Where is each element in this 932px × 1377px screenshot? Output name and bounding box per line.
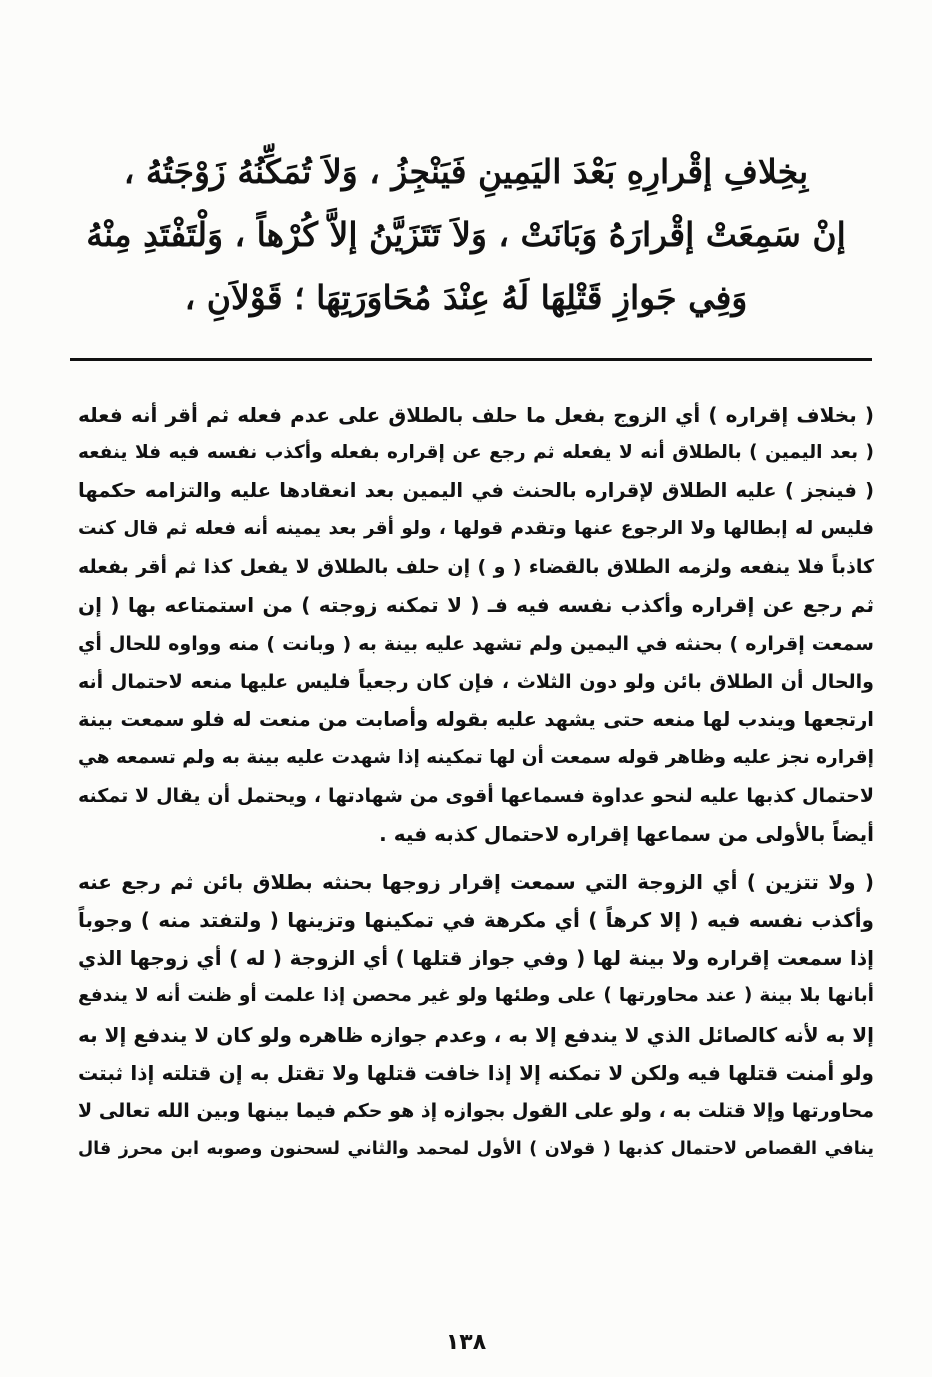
commentary-line: سمعت إقراره ) بحنثه في اليمين ولم تشهد عليه بينة به ( وبانت ) منه وواوه للحال أي: [78, 632, 874, 655]
commentary-text: [78, 396, 874, 1168]
commentary-line: محاورتها وإلا قتلت به ، ولو على القول بجوازه إذ هو حكم فيما بينها وبين الله تعالى لا: [78, 1099, 874, 1122]
commentary-line: أبانها بلا بينة ( عند محاورتها ) على وطئها ولو غير محصن إذا علمت أو ظنت أنه لا يندفع: [78, 985, 874, 1007]
commentary-line: ولو أمنت قتلها فيه ولكن لا تمكنه إلا إذا خافت قتلها ولا تقتل به إن قتلته إذا ثبتت: [78, 1060, 874, 1085]
commentary-line: ( بخلاف إقراره ) أي الزوج بفعل ما حلف بالطلاق على عدم فعله ثم أقر أنه فعله: [78, 403, 874, 427]
commentary-line: لاحتمال كذبها عليه لنحو عداوة فسماعها أقوى من شهادتها ، ويحتمل أن يقال لا تمكنه: [78, 784, 874, 807]
commentary-paragraph-1: [78, 396, 874, 853]
commentary-line: أيضاً بالأولى من سماعها إقراره لاحتمال كذبه فيه .: [379, 822, 874, 847]
commentary-line: ( ولا تتزين ) أي الزوجة التي سمعت إقرار زوجها بحنثه بطلاق بائن ثم رجع عنه: [78, 870, 874, 895]
commentary-line: ( فينجز ) عليه الطلاق لإقراره بالحنث في اليمين بعد انعقادها عليه والتزامه حكمها: [78, 479, 874, 503]
commentary-line: فليس له إبطالها ولا الرجوع عنها وتقدم قولها ، ولو أقر بعد يمينه أنه فعله ثم قال كنت: [78, 518, 874, 540]
matn-line: وَفِي جَوازِ قَتْلِهَا لَهُ عِنْدَ مُحَاوَرَتِهَا ؛ قَوْلاَنِ ،: [184, 278, 748, 317]
commentary-line: إلا به لأنه كالصائل الذي لا يندفع إلا به ، وعدم جوازه ظاهره ولو كان لا يندفع إلا به: [78, 1022, 874, 1047]
commentary-line: إقراره نجز عليه وظاهر قوله سمعت أن لها تمكينه إذا شهدت عليه بينة به ولم تسمعه هي: [78, 746, 874, 768]
commentary-line: والحال أن الطلاق بائن ولو دون الثلاث ، فإن كان رجعياً فليس عليها منعه لاحتمال أنه: [78, 670, 874, 693]
commentary-line: ارتجعها ويندب لها منعه حتى يشهد عليه بقوله وأصابت من منعت له فلو سمعت بينة: [78, 707, 874, 731]
commentary-line: كاذباً فلا ينفعه ولزمه الطلاق بالقضاء ( و ) إن حلف بالطلاق لا يفعل كذا ثم أقر بفعله: [78, 556, 874, 579]
commentary-line: إذا سمعت إقراره ولا بينة لها ( وفي جواز قتلها ) أي الزوجة ( له ) أي زوجها الذي: [78, 946, 874, 971]
commentary-line: ( بعد اليمين ) بالطلاق أنه لا يفعله ثم رجع عن إقراره بفعله وأكذب نفسه فيه فلا ينفعه: [78, 442, 874, 464]
commentary-line: وأكذب نفسه فيه ( إلا كرهاً ) أي مكرهة في تمكينها وتزينها ( ولتفتد منه ) وجوباً: [78, 908, 874, 933]
matn-line: بِخِلافِ إقْرارِهِ بَعْدَ اليَمِينِ فَيَنْجِزُ ، وَلاَ تُمَكِّنُهُ زَوْجَتُهُ ،: [123, 152, 809, 191]
commentary-line: ثم رجع عن إقراره وأكذب نفسه فيه فـ ( لا تمكنه زوجته ) من استمتاعه بها ( إن: [78, 593, 874, 618]
page-number: ١٣٨: [445, 1330, 487, 1355]
commentary-paragraph-2: [78, 863, 874, 1168]
matn-text: [0, 140, 932, 329]
matn-line: إنْ سَمِعَتْ إقْرارَهُ وَبَانَتْ ، وَلاَ تَتَزَيَّنُ إلاَّ كُرْهاً ، وَلْتَفْتَدِ مِنْهُ: [86, 215, 846, 254]
commentary-line: ينافي القصاص لاحتمال كذبها ( قولان ) الأول لمحمد والثاني لسحنون وصوبه ابن محرز قال: [78, 1138, 874, 1159]
separator-rule: [70, 358, 872, 361]
